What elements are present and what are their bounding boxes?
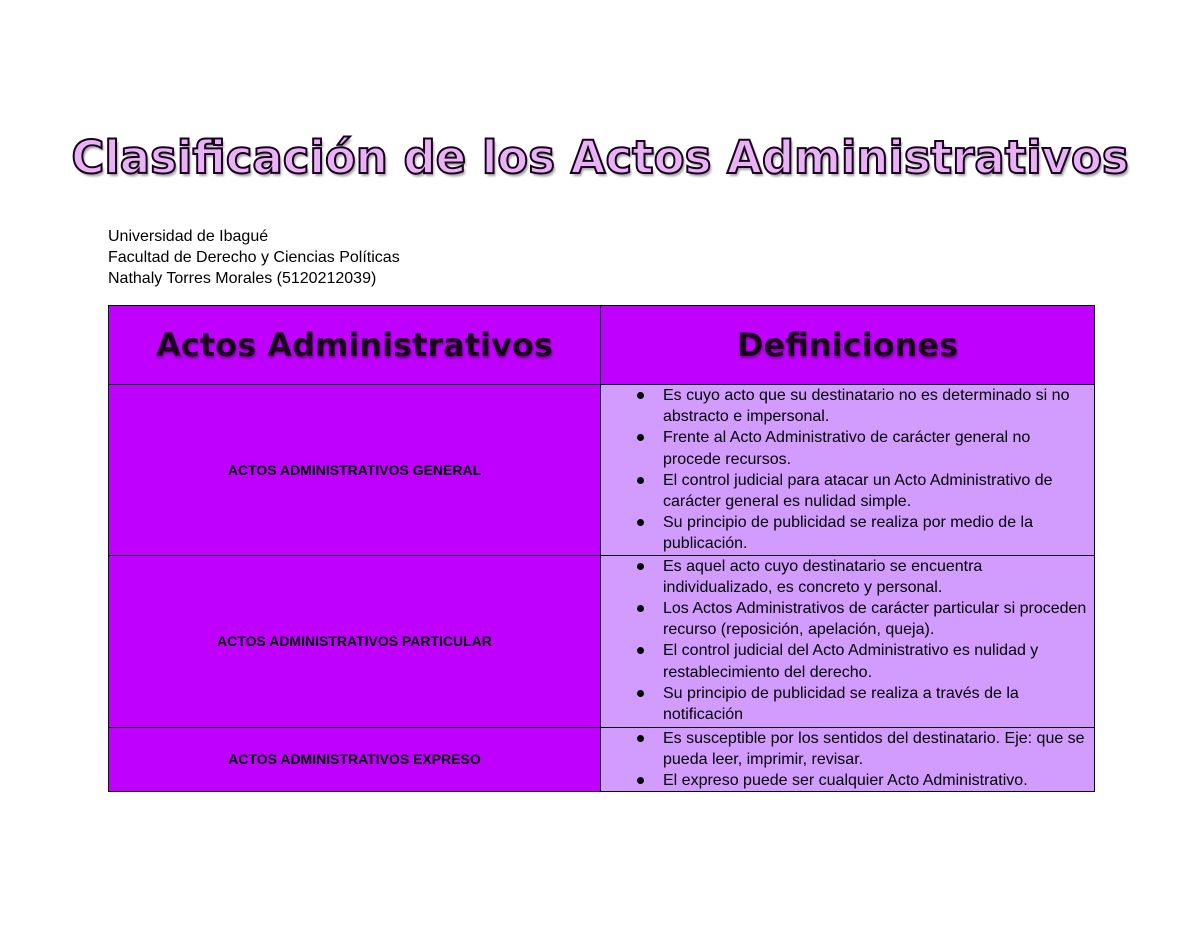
header-definiciones: Definiciones (601, 306, 1095, 385)
list-item (601, 683, 1088, 725)
list-item (601, 427, 1088, 469)
row-definitions-general (601, 385, 1095, 556)
table-row (109, 727, 1095, 792)
list-item (601, 470, 1088, 512)
list-item (601, 385, 1088, 427)
list-item (601, 770, 1088, 791)
list-item-text: El control judicial del Acto Administrativo es nulidad y restablecimiento del derecho. (663, 642, 1039, 681)
bullet-icon (637, 392, 644, 399)
bullet-icon (637, 477, 644, 484)
document-title: Clasificación de los Actos Administrativos (71, 131, 1129, 184)
list-item (601, 556, 1088, 598)
definition-list (601, 728, 1094, 792)
definition-list (601, 385, 1094, 555)
bullet-icon (637, 605, 644, 612)
bullet-icon (637, 735, 644, 742)
author-info (108, 226, 400, 289)
list-item-text: Los Actos Administrativos de carácter particular si proceden recurso (reposición, apelación, queja). (663, 600, 1087, 639)
list-item-text: Su principio de publicidad se realiza por medio de la publicación. (663, 514, 1033, 553)
list-item-text: Es susceptible por los sentidos del destinatario. Eje: que se pueda leer, imprimir, revisar. (663, 729, 1085, 768)
list-item (601, 728, 1088, 770)
header-actos: Actos Administrativos (109, 306, 601, 385)
row-label-particular: ACTOS ADMINISTRATIVOS PARTICULAR (109, 555, 601, 727)
list-item-text: Es cuyo acto que su destinatario no es determinado si no abstracto e impersonal. (663, 387, 1070, 426)
list-item (601, 512, 1088, 554)
bullet-icon (637, 519, 644, 526)
table-header-row (109, 306, 1095, 385)
list-item-text: Es aquel acto cuyo destinatario se encuentra individualizado, es concreto y personal. (663, 557, 983, 596)
definition-list (601, 556, 1094, 726)
bullet-icon (637, 647, 644, 654)
table-row (109, 385, 1095, 556)
list-item-text: El control judicial para atacar un Acto Administrativo de carácter general es nulidad simple. (663, 471, 1053, 511)
bullet-icon (637, 563, 644, 570)
row-label-general: ACTOS ADMINISTRATIVOS GENERAL (109, 385, 601, 556)
list-item (601, 598, 1088, 640)
row-definitions-particular (601, 555, 1095, 727)
faculty-line: Facultad de Derecho y Ciencias Políticas (108, 249, 400, 266)
bullet-icon (637, 690, 644, 697)
list-item-text: El expreso puede ser cualquier Acto Administrativo. (663, 772, 1028, 790)
list-item (601, 640, 1088, 682)
classification-table (108, 305, 1095, 792)
row-label-expreso: ACTOS ADMINISTRATIVOS EXPRESO (109, 727, 601, 792)
author-line: Nathaly Torres Morales (5120212039) (108, 270, 377, 287)
university-line: Universidad de Ibagué (108, 228, 269, 245)
bullet-icon (637, 777, 644, 784)
list-item-text: Frente al Acto Administrativo de carácter general no procede recursos. (663, 429, 1031, 468)
row-definitions-expreso (601, 727, 1095, 792)
bullet-icon (637, 434, 644, 441)
list-item-text: Su principio de publicidad se realiza a través de la notificación (663, 684, 1019, 724)
table-row (109, 555, 1095, 727)
